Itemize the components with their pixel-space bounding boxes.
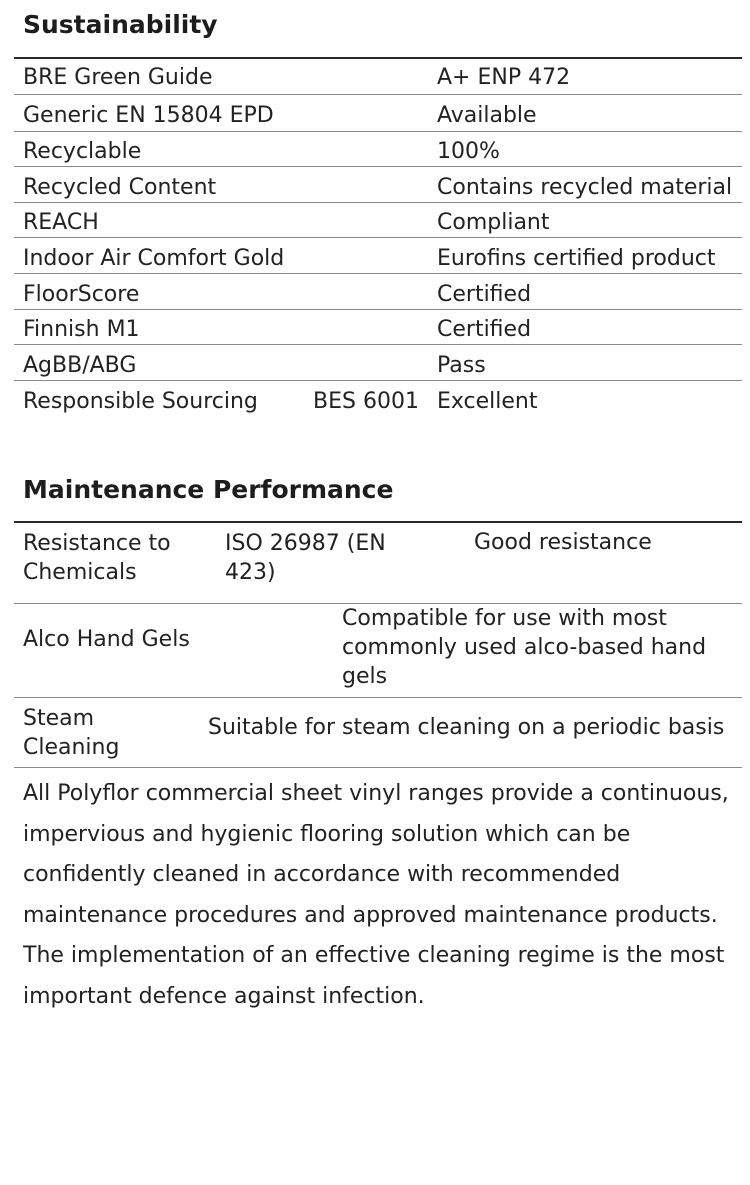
chemicals-standard: ISO 26987 (EN 423) xyxy=(225,531,386,585)
floorscore-label: FloorScore xyxy=(23,282,140,307)
row-divider xyxy=(14,344,742,345)
maintenance-title: Maintenance Performance xyxy=(23,475,394,504)
responsible-sourcing-value: Excellent xyxy=(437,389,538,414)
row-divider xyxy=(14,202,742,203)
reach-value: Compliant xyxy=(437,210,550,235)
row-divider xyxy=(14,380,742,381)
finnish-m1-value: Certified xyxy=(437,317,532,342)
bre-green-guide-label: BRE Green Guide xyxy=(23,65,213,90)
steam-value: Suitable for steam cleaning on a periodic basis xyxy=(208,715,725,740)
steam-label: Steam Cleaning xyxy=(23,706,120,760)
chemicals-label: Resistance to Chemicals xyxy=(23,531,171,585)
floorscore-value: Certified xyxy=(437,282,532,307)
chemicals-value: Good resistance xyxy=(474,530,652,555)
recyclable-label: Recyclable xyxy=(23,139,142,164)
hand-gels-label: Alco Hand Gels xyxy=(23,627,190,652)
cleaning-note: All Polyflor commercial sheet vinyl ranges provide a continuous, impervious and hygienic flooring solution which can be confidently cleaned in accordance with recommended maintenance procedures and approved maintenance products. The implementation of an effective cleaning regime is the most important defence against infection. xyxy=(23,781,729,1009)
bre-green-guide-value: A+ ENP 472 xyxy=(437,65,571,90)
recyclable-value: 100% xyxy=(437,139,500,164)
agbb-label: AgBB/ABG xyxy=(23,353,137,378)
agbb-value: Pass xyxy=(437,353,486,378)
responsible-sourcing-standard: BES 6001 xyxy=(313,389,419,414)
responsible-sourcing-label: Responsible Sourcing xyxy=(23,389,258,414)
row-divider xyxy=(14,767,742,768)
hand-gels-value: Compatible for use with most commonly used alco-based hand gels xyxy=(342,606,707,689)
row-divider xyxy=(14,166,742,167)
row-divider xyxy=(14,94,742,95)
indoor-air-label: Indoor Air Comfort Gold xyxy=(23,246,285,271)
sustainability-header-rule xyxy=(14,57,742,59)
row-divider xyxy=(14,697,742,698)
row-divider xyxy=(14,131,742,132)
row-divider xyxy=(14,237,742,238)
sustainability-title: Sustainability xyxy=(23,10,218,39)
row-divider xyxy=(14,273,742,274)
epd-label: Generic EN 15804 EPD xyxy=(23,103,274,128)
recycled-content-label: Recycled Content xyxy=(23,175,217,200)
indoor-air-value: Eurofins certified product xyxy=(437,246,716,271)
row-divider xyxy=(14,309,742,310)
epd-value: Available xyxy=(437,103,537,128)
recycled-content-value: Contains recycled material xyxy=(437,175,733,200)
finnish-m1-label: Finnish M1 xyxy=(23,317,140,342)
reach-label: REACH xyxy=(23,210,99,235)
maintenance-header-rule xyxy=(14,521,742,523)
